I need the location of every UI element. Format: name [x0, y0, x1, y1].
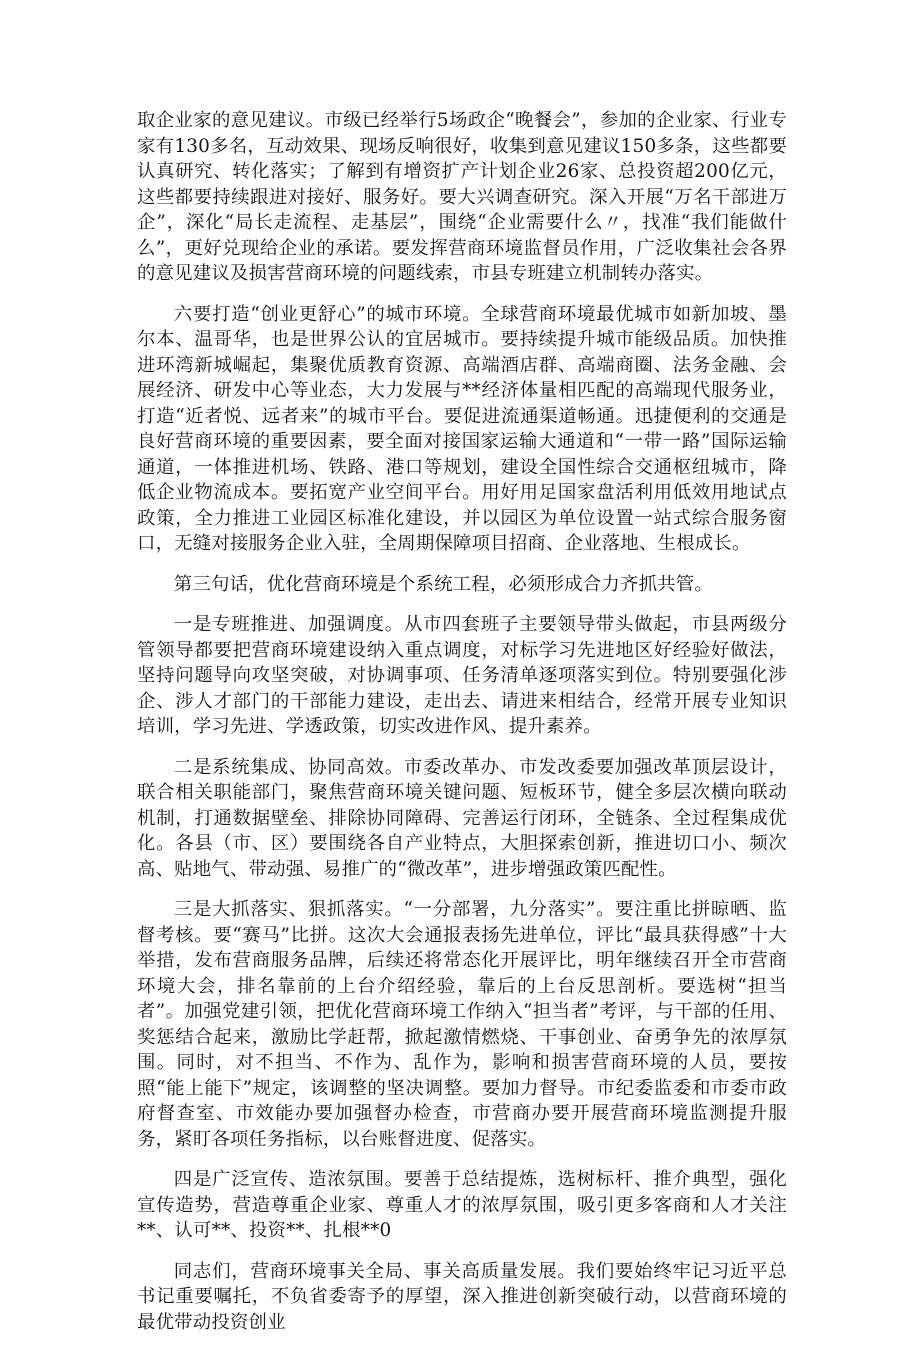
paragraph-closing: 同志们，营商环境事关全局、事关高质量发展。我们要始终牢记习近平总书记重要嘱托，不负省委寄予的厚望，深入推进创新突破行动，以营商环境的最优带动投资创业	[137, 1260, 787, 1333]
paragraph-third-point: 第三句话，优化营商环境是个系统工程，必须形成合力齐抓共管。	[173, 573, 713, 595]
paragraph-implementation: 三是大抓落实、狠抓落实。“一分部署，九分落实”。要注重比拼晾晒、监督考核。要“赛马”比拼。这次大会通报表扬先进单位，评比“最具获得感”十大举措，发布营商服务品牌，后续还将常态化开展评比，明年继续召开全市营商环境大会，排名靠前的上台介绍经验，靠后的上台反思剖析。要选树“担当者”。加强党建引领，把优化营商环境工作纳入“担当者”考评，与干部的任用、奖惩结合起来，激励比学赶帮，掀起激情燃烧、干事创业、奋勇争先的浓厚氛围。同时，对不担当、不作为、乱作为，影响和损害营商环境的人员，要按照“能上能下”规定，该调整的坚决调整。要加力督导。市纪委监委和市委市政府督查室、市效能办要加强督办检查，市营商办要开展营商环境监测提升服务，紧盯各项任务指标，以台账督进度、促落实。	[137, 899, 787, 1150]
document-body	[137, 108, 787, 1350]
paragraph-city-environment: 六要打造“创业更舒心”的城市环境。全球营商环境最优城市如新加坡、墨尔本、温哥华，也是世界公认的宜居城市。要持续提升城市能级品质。加快推进环湾新城崛起，集聚优质教育资源、高端酒店群、高端商圈、法务金融、会展经济、研发中心等业态，大力发展与**经济体量相匹配的高端现代服务业，打造“近者悦、远者来”的城市平台。要促进流通渠道畅通。迅捷便利的交通是良好营商环境的重要因素，要全面对接国家运输大通道和“一带一路”国际运输通道，一体推进机场、铁路、港口等规划，建设全国性综合交通枢纽城市，降低企业物流成本。要拓宽产业空间平台。用好用足国家盘活利用低效用地试点政策，全力推进工业园区标准化建设，并以园区为单位设置一站式综合服务窗口，无缝对接服务企业入驻，全周期保障项目招商、企业落地、生根成长。	[137, 303, 787, 554]
paragraph-continuation: 取企业家的意见建议。市级已经举行5场政企“晚餐会”，参加的企业家、行业专家有130多名，互动效果、现场反响很好，收集到意见建议150多条，这些都要认真研究、转化落实；了解到有增资扩产计划企业26家、总投资超200亿元，这些都要持续跟进对接好、服务好。要大兴调查研究。深入开展“万名干部进万企”，深化“局长走流程、走基层”，围绕“企业需要什么〃，找准“我们能做什么”，更好兑现给企业的承诺。要发挥营商环境监督员作用，广泛收集社会各界的意见建议及损害营商环境的问题线索，市县专班建立机制转办落实。	[137, 110, 787, 284]
paragraph-special-task-force: 一是专班推进、加强调度。从市四套班子主要领导带头做起，市县两级分管领导都要把营商环境建设纳入重点调度，对标学习先进地区好经验好做法，坚持问题导向攻坚突破，对协调事项、任务清单逐项落实到位。特别要强化涉企、涉人才部门的干部能力建设，走出去、请进来相结合，经常开展专业知识培训，学习先进、学透政策，切实改进作风、提升素养。	[137, 614, 787, 737]
paragraph-system-integration: 二是系统集成、协同高效。市委改革办、市发改委要加强改革顶层设计，联合相关职能部门，聚焦营商环境关键问题、短板环节，健全多层次横向联动机制，打通数据壁垒、排除协同障碍、完善运行闭环，全链条、全过程集成优化。各县（市、区）要围绕各自产业特点，大胆探索创新，推进切口小、频次高、贴地气、带动强、易推广的“微改革”，进步增强政策匹配性。	[137, 756, 787, 880]
paragraph-publicity: 四是广泛宣传、造浓氛围。要善于总结提炼，选树标杆、推介典型，强化宣传造势，营造尊重企业家、尊重人才的浓厚氛围，吸引更多客商和人才关注**、认可**、投资**、扎根**0	[137, 1169, 787, 1241]
